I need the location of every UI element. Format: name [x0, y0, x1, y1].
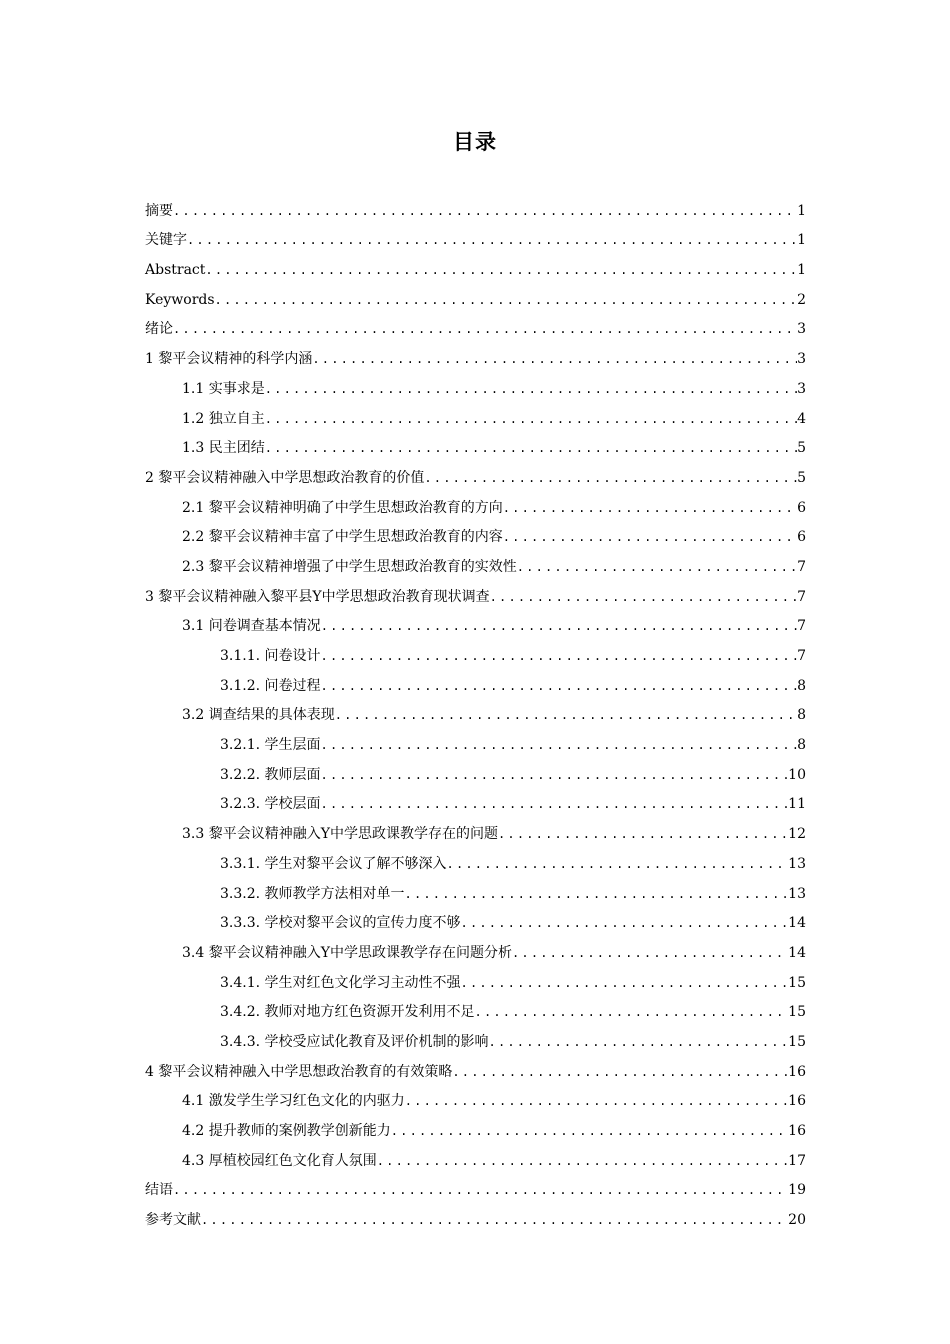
toc-entry[interactable]	[145, 249, 806, 279]
toc-dot-leader	[377, 1152, 788, 1170]
toc-entry-title: 3.1 问卷调查基本情况	[182, 618, 321, 635]
toc-entry[interactable]	[145, 368, 806, 398]
toc-dot-leader	[517, 558, 797, 576]
toc-dot-leader	[424, 469, 797, 487]
toc-entry[interactable]	[145, 309, 806, 339]
toc-entry-page-number: 4	[797, 410, 806, 427]
toc-entry-page-number: 12	[788, 826, 806, 843]
toc-entry[interactable]	[145, 1081, 806, 1111]
toc-entry-title: 1.2 独立自主	[182, 410, 265, 427]
toc-entry-title: 3.3.1. 学生对黎平会议了解不够深入	[220, 855, 447, 872]
toc-entry-title: 结语	[145, 1182, 173, 1199]
toc-entry-title: 3.3 黎平会议精神融入Y中学思政课教学存在的问题	[182, 826, 498, 843]
toc-entry-title: 4.1 激发学生学习红色文化的内驱力	[182, 1093, 405, 1110]
toc-dot-leader	[205, 261, 797, 279]
toc-dot-leader	[215, 291, 798, 309]
toc-entry[interactable]	[145, 1110, 806, 1140]
toc-dot-leader	[461, 974, 789, 992]
toc-entry-page-number: 20	[788, 1212, 806, 1229]
toc-entry-title: 3.4.3. 学校受应试化教育及评价机制的影响	[220, 1033, 489, 1050]
toc-entry[interactable]	[145, 606, 806, 636]
toc-entry-page-number: 6	[797, 499, 806, 516]
toc-entry[interactable]	[145, 754, 806, 784]
toc-dot-leader	[265, 410, 797, 428]
toc-dot-leader	[321, 736, 798, 754]
toc-entry[interactable]	[145, 190, 806, 220]
toc-entry[interactable]	[145, 813, 806, 843]
toc-dot-leader	[391, 1122, 788, 1140]
toc-dot-leader	[312, 350, 797, 368]
toc-entry-page-number: 14	[788, 915, 806, 932]
toc-entry[interactable]	[145, 487, 806, 517]
toc-dot-leader	[475, 1003, 789, 1021]
toc-entry[interactable]	[145, 932, 806, 962]
toc-entry[interactable]	[145, 546, 806, 576]
toc-dot-leader	[490, 588, 797, 606]
toc-entry-page-number: 16	[788, 1123, 806, 1139]
toc-entry[interactable]	[145, 279, 806, 309]
toc-entry-page-number: 15	[788, 1033, 806, 1050]
toc-entry-page-number: 16	[788, 1093, 806, 1110]
toc-entry-page-number: 7	[797, 558, 806, 575]
toc-entry-title: 4.2 提升教师的案例教学创新能力	[182, 1123, 391, 1139]
toc-entry[interactable]	[145, 1021, 806, 1051]
toc-entry-title: 2.2 黎平会议精神丰富了中学生思想政治教育的内容	[182, 529, 503, 546]
toc-entry-page-number: 6	[797, 529, 806, 546]
toc-entry[interactable]	[145, 1170, 806, 1200]
toc-entry-title: 3.2.2. 教师层面	[220, 766, 321, 783]
toc-dot-leader	[405, 1092, 788, 1110]
toc-entry[interactable]	[145, 992, 806, 1022]
toc-entry-title: 2.1 黎平会议精神明确了中学生思想政治教育的方向	[182, 499, 503, 516]
toc-entry[interactable]	[145, 1140, 806, 1170]
toc-dot-leader	[503, 528, 797, 546]
toc-entry[interactable]	[145, 695, 806, 725]
toc-entry-page-number: 17	[788, 1152, 806, 1169]
toc-entry-page-number: 15	[788, 974, 806, 991]
page-title: 目录	[453, 130, 497, 154]
toc-dot-leader	[173, 202, 797, 220]
toc-entry-title: 2.3 黎平会议精神增强了中学生思想政治教育的实效性	[182, 558, 517, 575]
toc-dot-leader	[187, 231, 797, 249]
toc-entry-page-number: 19	[788, 1182, 806, 1199]
toc-dot-leader	[321, 617, 797, 635]
toc-entry-page-number: 1	[797, 262, 806, 279]
toc-entry[interactable]	[145, 220, 806, 250]
toc-entry[interactable]	[145, 903, 806, 933]
toc-entry-page-number: 15	[788, 1004, 806, 1021]
toc-entry-title: 4 黎平会议精神融入中学思想政治教育的有效策略	[145, 1063, 453, 1080]
toc-entry-page-number: 3	[797, 321, 806, 338]
toc-dot-leader	[461, 914, 789, 932]
toc-entry[interactable]	[145, 635, 806, 665]
toc-entry-page-number: 8	[797, 737, 806, 754]
toc-entry-title: 2 黎平会议精神融入中学思想政治教育的价值	[145, 469, 425, 486]
toc-entry-title: Abstract	[145, 262, 206, 279]
toc-entry-title: 参考文献	[145, 1212, 201, 1229]
toc-entry[interactable]	[145, 724, 806, 754]
toc-dot-leader	[321, 795, 789, 813]
toc-dot-leader	[335, 706, 797, 724]
toc-entry-page-number: 1	[797, 202, 806, 219]
toc-entry-title: 摘要	[145, 202, 173, 219]
toc-entry-title: 绪论	[145, 321, 173, 338]
toc-entry-page-number: 1	[797, 232, 806, 249]
toc-entry-page-number: 5	[797, 469, 806, 486]
toc-dot-leader	[498, 825, 788, 843]
toc-entry-title: 4.3 厚植校园红色文化育人氛围	[182, 1152, 377, 1169]
toc-entry-title: 3.2.3. 学校层面	[220, 796, 321, 813]
toc-entry-page-number: 5	[797, 440, 806, 457]
table-of-contents	[145, 190, 806, 1229]
toc-entry-title: 1.1 实事求是	[182, 380, 265, 397]
toc-entry-page-number: 13	[788, 885, 806, 902]
toc-dot-leader	[265, 439, 797, 457]
toc-entry-title: 1 黎平会议精神的科学内涵	[145, 351, 313, 368]
toc-entry[interactable]	[145, 665, 806, 695]
toc-entry-title: 3.4 黎平会议精神融入Y中学思政课教学存在问题分析	[182, 944, 512, 961]
toc-entry-page-number: 8	[797, 677, 806, 694]
toc-entry-page-number: 11	[788, 796, 806, 813]
toc-entry-page-number: 16	[788, 1063, 806, 1080]
toc-dot-leader	[489, 1033, 789, 1051]
toc-entry-page-number: 13	[788, 855, 806, 872]
toc-entry[interactable]	[145, 843, 806, 873]
toc-dot-leader	[321, 647, 798, 665]
toc-entry-title: 3.2 调查结果的具体表现	[182, 707, 335, 724]
toc-dot-leader	[512, 944, 788, 962]
toc-entry[interactable]	[145, 1199, 806, 1229]
toc-entry-title: 3.4.1. 学生对红色文化学习主动性不强	[220, 974, 461, 991]
toc-entry-title: 3.2.1. 学生层面	[220, 737, 321, 754]
toc-entry[interactable]	[145, 576, 806, 606]
toc-entry-page-number: 14	[788, 944, 806, 961]
toc-entry[interactable]	[145, 457, 806, 487]
toc-dot-leader	[201, 1211, 788, 1229]
toc-entry[interactable]	[145, 517, 806, 547]
toc-entry-title: 3.1.2. 问卷过程	[220, 677, 321, 694]
toc-entry-page-number: 8	[797, 707, 806, 724]
toc-dot-leader	[173, 1181, 788, 1199]
toc-entry[interactable]	[145, 338, 806, 368]
toc-entry[interactable]	[145, 1051, 806, 1081]
toc-entry-page-number: 3	[797, 351, 806, 368]
toc-dot-leader	[452, 1063, 788, 1081]
toc-entry-title: 3.4.2. 教师对地方红色资源开发利用不足	[220, 1004, 475, 1021]
toc-entry-page-number: 7	[797, 588, 806, 605]
toc-entry-page-number: 7	[797, 618, 806, 635]
toc-entry-page-number: 7	[797, 648, 806, 664]
toc-dot-leader	[503, 499, 797, 517]
toc-entry-title: 关键字	[145, 232, 187, 249]
toc-dot-leader	[321, 766, 789, 784]
toc-entry-title: 3.3.3. 学校对黎平会议的宣传力度不够	[220, 915, 461, 932]
toc-entry-page-number: 3	[797, 380, 806, 397]
toc-entry-page-number: 10	[788, 766, 806, 783]
toc-entry-title: 3.1.1. 问卷设计	[220, 648, 321, 664]
toc-entry[interactable]	[145, 962, 806, 992]
toc-dot-leader	[405, 885, 789, 903]
toc-dot-leader	[447, 855, 789, 873]
toc-entry[interactable]	[145, 428, 806, 458]
toc-dot-leader	[173, 320, 797, 338]
toc-dot-leader	[321, 677, 798, 695]
toc-entry[interactable]	[145, 873, 806, 903]
toc-dot-leader	[265, 380, 797, 398]
toc-entry-title: 3 黎平会议精神融入黎平县Y中学思想政治教育现状调查	[145, 588, 490, 605]
toc-entry[interactable]	[145, 398, 806, 428]
toc-entry-title: 3.3.2. 教师教学方法相对单一	[220, 885, 405, 902]
toc-entry[interactable]	[145, 784, 806, 814]
toc-entry-page-number: 2	[797, 291, 806, 308]
toc-entry-title: Keywords	[145, 291, 215, 308]
toc-entry-title: 1.3 民主团结	[182, 440, 265, 457]
